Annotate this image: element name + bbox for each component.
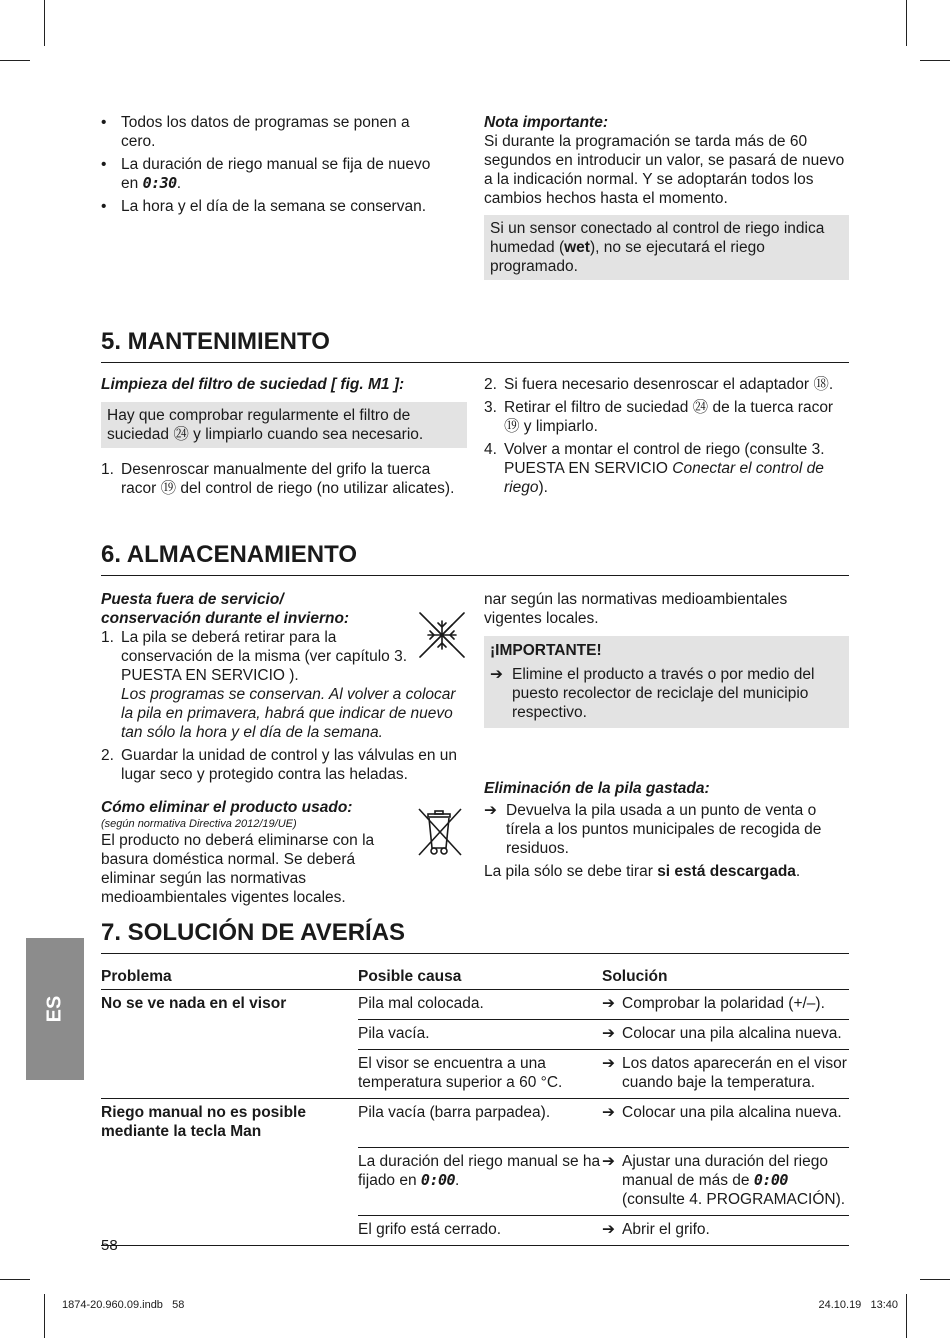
footer-file: 1874-20.960.09.indb 58 xyxy=(62,1299,185,1311)
solution-cell: ➔ Abrir el grifo. xyxy=(602,1215,849,1245)
dispose-subhead: Cómo eliminar el producto usado: xyxy=(101,799,353,816)
sensor-note: Si un sensor conectado al control de riego indica humedad (wet), no se ejecutará el riego programado. xyxy=(484,215,849,280)
language-tab: ES xyxy=(26,938,84,1080)
troubleshooting-table xyxy=(101,964,849,1246)
arrow-icon: ➔ xyxy=(484,802,497,819)
table-row xyxy=(101,1050,849,1099)
important-title: ¡IMPORTANTE! xyxy=(490,642,602,659)
step-item: 3. Retirar el filtro de suciedad ㉔ de la tuerca racor ⑲ y limpiarlo. xyxy=(484,399,834,435)
table-row xyxy=(101,1099,849,1148)
lcd-value: 0:00 xyxy=(753,1170,788,1189)
table-row xyxy=(101,1147,849,1215)
arrow-icon: ➔ xyxy=(602,1152,615,1170)
dispose-text: El producto no deberá eliminarse con la basura doméstica normal. Se deberá eliminar según las normativas medioambientales vigentes locales. xyxy=(101,832,375,906)
section-title-maintenance: 5. MANTENIMIENTO xyxy=(101,328,849,363)
step-item: 2. Si fuera necesario desenroscar el adaptador ⑱. xyxy=(484,376,834,393)
section-title-storage: 6. ALMACENAMIENTO xyxy=(101,541,849,576)
problem-cell xyxy=(101,1020,358,1050)
filter-subhead: Limpieza del filtro de suciedad [ fig. M1 ]: xyxy=(101,376,405,393)
arrow-icon: ➔ xyxy=(490,666,503,683)
table-row xyxy=(101,1020,849,1050)
crop-mark xyxy=(906,0,907,46)
page-number: 58 xyxy=(101,1237,118,1254)
crop-mark xyxy=(44,1294,45,1338)
top-bullets xyxy=(101,113,446,220)
arrow-icon: ➔ xyxy=(602,1055,615,1072)
battery-subhead: Eliminación de la pila gastada: xyxy=(484,780,710,797)
crop-mark xyxy=(0,1279,30,1280)
step-item: 4. Volver a montar el control de riego (consulte 3. PUESTA EN SERVICIO Conectar el control de riego). xyxy=(484,441,825,496)
arrow-icon: ➔ xyxy=(602,1220,615,1238)
cause-cell: El grifo está cerrado. xyxy=(358,1215,602,1245)
dispose-directive: (según normativa Directiva 2012/19/UE) xyxy=(101,818,297,830)
solution-cell: ➔ Colocar una pila alcalina nueva. xyxy=(602,1020,849,1050)
crop-mark xyxy=(0,60,30,61)
crop-mark xyxy=(920,1279,950,1280)
arrow-item: ➔ Elimine el producto a través o por medio del puesto recolector de reciclaje del municipio respectivo. xyxy=(490,666,815,721)
crop-mark xyxy=(44,0,45,46)
header-problem: Problema xyxy=(101,964,358,990)
maintenance-left xyxy=(101,375,467,502)
header-cause: Posible causa xyxy=(358,964,602,990)
step-item: 1. La pila se deberá retirar para la conservación de la misma (ver capítulo 3. PUESTA EN SERVICIO ). Los programas se conservan. Al volver a colocar la pila en primavera, habrá que indicar de nuevo tan sólo la hora y el día de la semana. xyxy=(101,629,456,741)
solution-cell: ➔ Comprobar la polaridad (+/–). xyxy=(602,990,849,1020)
problem-cell: Riego manual no es posible mediante la tecla Man xyxy=(101,1104,306,1140)
snowflake-icon xyxy=(418,611,466,659)
step-item: 2. Guardar la unidad de control y las válvulas en un lugar seco y protegido contra las heladas. xyxy=(101,747,458,783)
arrow-item: ➔ Devuelva la pila usada a un punto de venta o tírela a los puntos municipales de recogida de residuos. xyxy=(484,802,822,857)
cause-cell: Pila vacía (barra parpadea). xyxy=(358,1099,602,1148)
lcd-value: 0:30 xyxy=(142,174,177,192)
footer-date: 24.10.19 13:40 xyxy=(818,1299,898,1311)
crop-mark xyxy=(920,60,950,61)
important-note xyxy=(484,113,849,280)
cause-cell: Pila vacía. xyxy=(358,1020,602,1050)
battery-note: La pila sólo se debe tirar si está descargada. xyxy=(484,863,801,880)
bullet-item: • Todos los datos de programas se ponen a cero. xyxy=(101,113,446,151)
arrow-icon: ➔ xyxy=(602,995,615,1012)
bullet-item: • La duración de riego manual se fija de nuevo en 0:30. xyxy=(101,155,446,193)
important-box xyxy=(484,636,849,728)
problem-cell: No se ve nada en el visor xyxy=(101,995,287,1012)
solution-cell: ➔ Colocar una pila alcalina nueva. xyxy=(602,1099,849,1148)
table-header-row xyxy=(101,964,849,990)
solution-cell: ➔ Los datos aparecerán en el visor cuando baje la temperatura. xyxy=(602,1050,849,1099)
section-title-troubleshooting: 7. SOLUCIÓN DE AVERÍAS xyxy=(101,919,849,954)
storage-right xyxy=(484,590,849,881)
problem-cell xyxy=(101,1050,358,1099)
cause-cell: El visor se encuentra a una temperatura superior a 60 °C. xyxy=(358,1050,602,1099)
cause-cell: La duración del riego manual se ha fijado en 0:00. xyxy=(358,1147,602,1215)
problem-cell xyxy=(101,1147,358,1215)
problem-cell xyxy=(101,1215,358,1245)
arrow-icon: ➔ xyxy=(602,1025,615,1042)
table-row xyxy=(101,1215,849,1245)
crossed-bin-icon xyxy=(416,806,464,858)
winter-subhead: Puesta fuera de servicio/ conservación durante el invierno: xyxy=(101,591,350,627)
solution-cell: ➔ Ajustar una duración del riego manual de más de 0:00 (consulte 4. PROGRAMACIÓN). xyxy=(602,1147,849,1215)
filter-note: Hay que comprobar regularmente el filtro de suciedad ㉔ y limpiarlo cuando sea necesario. xyxy=(101,402,467,448)
header-solution: Solución xyxy=(602,964,849,990)
cause-cell: Pila mal colocada. xyxy=(358,990,602,1020)
lcd-value: 0:00 xyxy=(420,1170,456,1189)
storage-left xyxy=(101,590,467,906)
dispose-text-continued: nar según las normativas medioambientales vigentes locales. xyxy=(484,591,788,627)
note-text: Si durante la programación se tarda más de 60 segundos en introducir un valor, se pasará de nuevo a la indicación normal. Y se adoptarán todos los cambios hechos hasta el momento. xyxy=(484,133,845,207)
step-item: 1. Desenroscar manualmente del grifo la tuerca racor ⑲ del control de riego (no utilizar alicates). xyxy=(101,461,455,497)
crop-mark xyxy=(906,1294,907,1338)
arrow-icon: ➔ xyxy=(602,1104,615,1121)
bullet-item: • La hora y el día de la semana se conservan. xyxy=(101,197,446,216)
maintenance-right xyxy=(484,375,849,501)
note-title: Nota importante: xyxy=(484,114,608,131)
table-row xyxy=(101,990,849,1020)
